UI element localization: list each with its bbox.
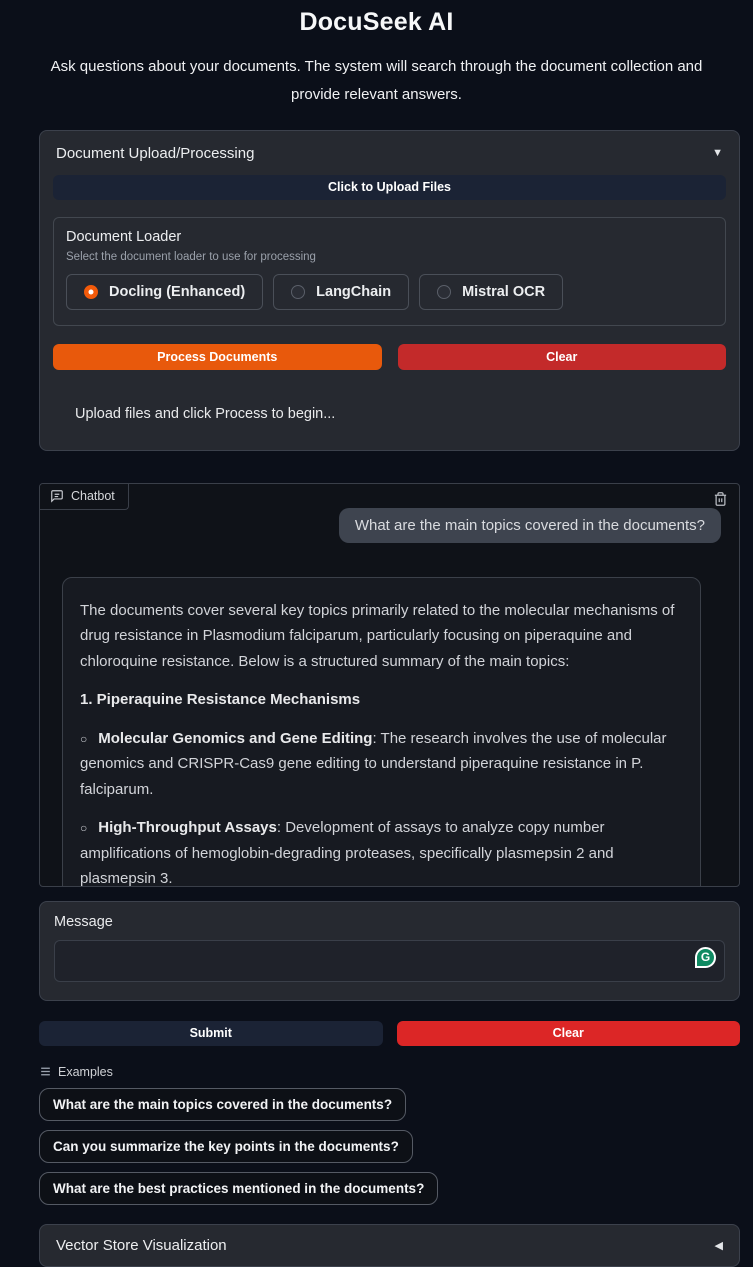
vector-store-accordion[interactable] xyxy=(39,1224,740,1267)
upload-accordion xyxy=(39,130,740,451)
upload-files-button[interactable]: Click to Upload Files xyxy=(53,175,726,200)
chat-clear-button[interactable]: Clear xyxy=(397,1021,741,1046)
example-button-2[interactable]: Can you summarize the key points in the documents? xyxy=(39,1130,413,1163)
vector-store-title: Vector Store Visualization xyxy=(56,1236,227,1254)
page-subtitle: Ask questions about your documents. The system will search through the document collection and provide relevant answers. xyxy=(50,58,703,103)
bot-message-bullet: ○ High-Throughput Assays: Development of assays to analyze copy number amplifications of hemoglobin-degrading proteases, specifically plasmepsin 2 and plasmepsin 3. xyxy=(80,819,614,887)
radio-option-mistral-ocr[interactable] xyxy=(419,274,563,310)
bullet-icon: ○ xyxy=(80,821,88,835)
chevron-down-icon[interactable]: ▼ xyxy=(712,147,723,159)
radio-option-langchain[interactable] xyxy=(273,274,409,310)
radio-option-label: Mistral OCR xyxy=(462,283,546,300)
examples-header xyxy=(39,1065,740,1079)
message-input[interactable] xyxy=(54,940,725,982)
submit-button-row xyxy=(39,1021,740,1046)
process-button-row xyxy=(53,344,726,370)
content-column xyxy=(39,130,740,1267)
example-button-3[interactable]: What are the best practices mentioned in the documents? xyxy=(39,1172,438,1205)
upload-clear-button[interactable]: Clear xyxy=(398,344,727,370)
bot-message xyxy=(62,577,701,887)
list-icon xyxy=(39,1065,52,1078)
upload-status-text: Upload files and click Process to begin... xyxy=(75,405,336,422)
trash-icon xyxy=(713,491,728,507)
radio-unselected-icon[interactable] xyxy=(437,285,451,299)
upload-accordion-header[interactable] xyxy=(53,143,726,164)
chatbot-label-tab xyxy=(40,484,129,510)
document-loader-group xyxy=(53,217,726,326)
submit-button[interactable]: Submit xyxy=(39,1021,383,1046)
grammarly-icon[interactable]: G xyxy=(695,947,716,968)
message-label: Message xyxy=(54,913,113,930)
bot-message-intro: The documents cover several key topics primarily related to the molecular mechanisms of drug resistance in Plasmodium falciparum, particularly focusing on piperaquine and chloroquine resistance. Below is a structured summary of the main topics: xyxy=(80,601,675,670)
document-loader-info: Select the document loader to use for processing xyxy=(66,250,316,263)
bot-message-heading: 1. Piperaquine Resistance Mechanisms xyxy=(80,691,361,708)
bullet-icon: ○ xyxy=(80,731,88,746)
page-title: DocuSeek AI xyxy=(299,8,454,36)
bot-message-bullet: ○ Molecular Genomics and Gene Editing: The research involves the use of molecular genomics and CRISPR-Cas9 gene editing to understand piperaquine resistance in P. falciparum. xyxy=(80,729,667,798)
chatbot-label: Chatbot xyxy=(71,488,115,503)
message-input-wrap xyxy=(54,940,725,987)
process-documents-button[interactable]: Process Documents xyxy=(53,344,382,370)
radio-option-label: Docling (Enhanced) xyxy=(109,283,246,300)
examples-label: Examples xyxy=(58,1064,113,1079)
radio-unselected-icon[interactable] xyxy=(291,285,305,299)
radio-selected-icon[interactable] xyxy=(84,285,98,299)
example-button-1[interactable]: What are the main topics covered in the documents? xyxy=(39,1088,406,1121)
chat-bubble-icon xyxy=(50,489,64,503)
user-message-bubble: What are the main topics covered in the documents? xyxy=(339,508,721,543)
radio-option-label: LangChain xyxy=(316,283,392,300)
radio-option-docling[interactable] xyxy=(66,274,263,310)
document-loader-options xyxy=(66,274,713,310)
message-panel xyxy=(39,901,740,1001)
document-loader-label: Document Loader xyxy=(66,228,182,245)
upload-accordion-title: Document Upload/Processing xyxy=(56,144,255,162)
clear-chat-button[interactable] xyxy=(711,489,730,509)
examples-row xyxy=(39,1088,740,1205)
chevron-left-icon[interactable]: ◀ xyxy=(714,1239,723,1252)
chatbot-panel xyxy=(39,483,740,887)
